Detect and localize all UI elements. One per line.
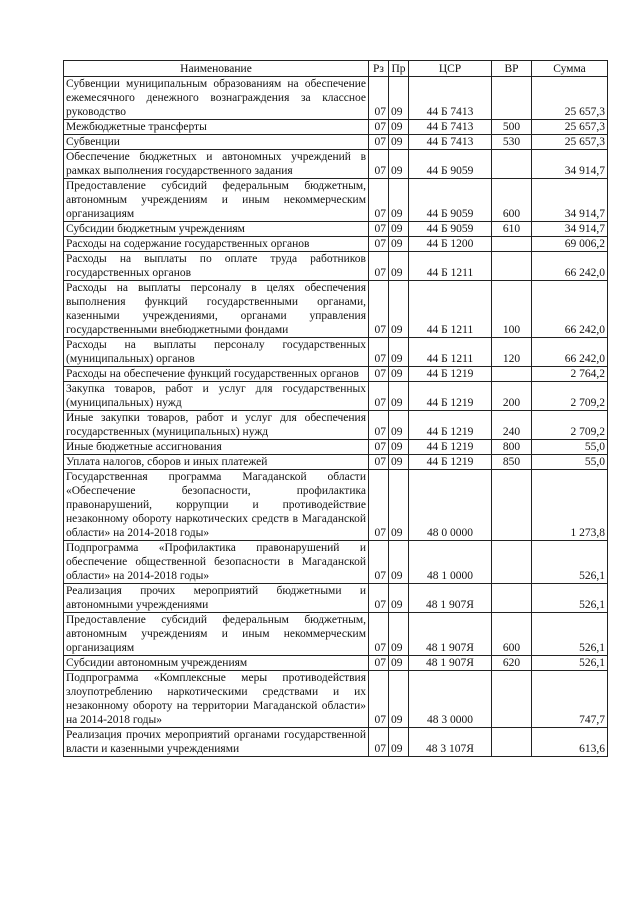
- row-rz-cell: 07: [369, 135, 389, 150]
- row-vr-cell: [492, 541, 532, 584]
- row-csr-cell: 44 Б 1211: [409, 281, 492, 338]
- row-csr-cell: 44 Б 7413: [409, 77, 492, 120]
- table-row: [64, 237, 608, 252]
- row-sum-cell: 69 006,2: [532, 237, 608, 252]
- row-name-cell: Закупка товаров, работ и услуг для государственных (муниципальных) нужд: [64, 382, 369, 411]
- row-name-cell: Подпрограмма «Комплексные меры противодействия злоупотреблению наркотическими средствами и их незаконному обороту на территории Магаданской области» на 2014-2018 годы»: [64, 671, 369, 728]
- row-csr-cell: 44 Б 1211: [409, 338, 492, 367]
- table-row: [64, 367, 608, 382]
- row-sum-cell: 526,1: [532, 584, 608, 613]
- row-sum-cell: 66 242,0: [532, 252, 608, 281]
- row-sum-cell: 2 709,2: [532, 382, 608, 411]
- row-name-cell: Расходы на выплаты по оплате труда работников государственных органов: [64, 252, 369, 281]
- row-name-cell: Расходы на обеспечение функций государственных органов: [64, 367, 369, 382]
- row-csr-cell: 48 1 907Я: [409, 584, 492, 613]
- row-pr-cell: 09: [389, 671, 409, 728]
- row-rz-cell: 07: [369, 179, 389, 222]
- row-pr-cell: 09: [389, 728, 409, 757]
- row-pr-cell: 09: [389, 150, 409, 179]
- row-rz-cell: 07: [369, 411, 389, 440]
- table-row: [64, 222, 608, 237]
- row-sum-cell: 1 273,8: [532, 470, 608, 541]
- table-row: [64, 470, 608, 541]
- row-vr-cell: 530: [492, 135, 532, 150]
- row-csr-cell: 44 Б 1219: [409, 411, 492, 440]
- row-vr-cell: 800: [492, 440, 532, 455]
- row-name-cell: Обеспечение бюджетных и автономных учреждений в рамках выполнения государственного задания: [64, 150, 369, 179]
- row-sum-cell: 25 657,3: [532, 77, 608, 120]
- row-csr-cell: 44 Б 9059: [409, 150, 492, 179]
- table-row: [64, 455, 608, 470]
- row-vr-cell: 600: [492, 179, 532, 222]
- row-rz-cell: 07: [369, 252, 389, 281]
- row-rz-cell: 07: [369, 150, 389, 179]
- row-pr-cell: 09: [389, 470, 409, 541]
- row-sum-cell: 2 709,2: [532, 411, 608, 440]
- row-sum-cell: 747,7: [532, 671, 608, 728]
- row-pr-cell: 09: [389, 281, 409, 338]
- row-csr-cell: 48 1 0000: [409, 541, 492, 584]
- row-vr-cell: 610: [492, 222, 532, 237]
- table-header-row: [64, 61, 608, 77]
- table-row: [64, 671, 608, 728]
- row-name-cell: Расходы на выплаты персоналу в целях обеспечения выполнения функций государственными органами, казенными учреждениями, органами управления государственными внебюджетными фондами: [64, 281, 369, 338]
- table-row: [64, 252, 608, 281]
- table-row: [64, 656, 608, 671]
- row-vr-cell: [492, 584, 532, 613]
- row-pr-cell: 09: [389, 120, 409, 135]
- table-row: [64, 135, 608, 150]
- header-sum: Сумма: [532, 61, 608, 77]
- row-pr-cell: 09: [389, 338, 409, 367]
- row-csr-cell: 44 Б 1219: [409, 367, 492, 382]
- row-csr-cell: 44 Б 1211: [409, 252, 492, 281]
- row-pr-cell: 09: [389, 411, 409, 440]
- row-sum-cell: 2 764,2: [532, 367, 608, 382]
- row-name-cell: Уплата налогов, сборов и иных платежей: [64, 455, 369, 470]
- header-vr: ВР: [492, 61, 532, 77]
- row-vr-cell: 500: [492, 120, 532, 135]
- row-sum-cell: 25 657,3: [532, 135, 608, 150]
- table-row: [64, 541, 608, 584]
- row-sum-cell: 526,1: [532, 541, 608, 584]
- row-name-cell: Субвенции муниципальным образованиям на обеспечение ежемесячного денежного вознаграждения за классное руководство: [64, 77, 369, 120]
- row-vr-cell: [492, 77, 532, 120]
- row-vr-cell: [492, 671, 532, 728]
- table-row: [64, 584, 608, 613]
- row-sum-cell: 526,1: [532, 613, 608, 656]
- row-pr-cell: 09: [389, 252, 409, 281]
- row-pr-cell: 09: [389, 440, 409, 455]
- row-rz-cell: 07: [369, 440, 389, 455]
- row-rz-cell: 07: [369, 470, 389, 541]
- row-vr-cell: 240: [492, 411, 532, 440]
- row-pr-cell: 09: [389, 367, 409, 382]
- row-pr-cell: 09: [389, 77, 409, 120]
- table-row: [64, 120, 608, 135]
- table-row: [64, 613, 608, 656]
- header-name: Наименование: [64, 61, 369, 77]
- row-name-cell: Субвенции: [64, 135, 369, 150]
- row-name-cell: Иные закупки товаров, работ и услуг для обеспечения государственных (муниципальных) нужд: [64, 411, 369, 440]
- row-vr-cell: 100: [492, 281, 532, 338]
- row-rz-cell: 07: [369, 338, 389, 367]
- table-row: [64, 728, 608, 757]
- row-csr-cell: 44 Б 1200: [409, 237, 492, 252]
- table-row: [64, 179, 608, 222]
- header-csr: ЦСР: [409, 61, 492, 77]
- row-pr-cell: 09: [389, 584, 409, 613]
- row-rz-cell: 07: [369, 237, 389, 252]
- row-csr-cell: 48 3 107Я: [409, 728, 492, 757]
- row-vr-cell: [492, 150, 532, 179]
- header-rz: Рз: [369, 61, 389, 77]
- row-sum-cell: 34 914,7: [532, 222, 608, 237]
- row-vr-cell: 850: [492, 455, 532, 470]
- row-name-cell: Предоставление субсидий федеральным бюджетным, автономным учреждениям и иным некоммерческим организациям: [64, 179, 369, 222]
- row-sum-cell: 613,6: [532, 728, 608, 757]
- row-vr-cell: [492, 470, 532, 541]
- row-pr-cell: 09: [389, 179, 409, 222]
- row-pr-cell: 09: [389, 613, 409, 656]
- row-name-cell: Государственная программа Магаданской области «Обеспечение безопасности, профилактика правонарушений, коррупции и противодействие незаконному обороту наркотических средств в Магаданской области» на 2014-2018 годы»: [64, 470, 369, 541]
- row-name-cell: Расходы на выплаты персоналу государственных (муниципальных) органов: [64, 338, 369, 367]
- row-pr-cell: 09: [389, 382, 409, 411]
- row-rz-cell: 07: [369, 656, 389, 671]
- row-name-cell: Реализация прочих мероприятий бюджетными и автономными учреждениями: [64, 584, 369, 613]
- row-vr-cell: 200: [492, 382, 532, 411]
- row-sum-cell: 66 242,0: [532, 281, 608, 338]
- table-row: [64, 440, 608, 455]
- row-rz-cell: 07: [369, 77, 389, 120]
- budget-table: [63, 60, 608, 757]
- table-body: [64, 77, 608, 757]
- row-rz-cell: 07: [369, 367, 389, 382]
- row-name-cell: Реализация прочих мероприятий органами государственной власти и казенными учреждениями: [64, 728, 369, 757]
- row-rz-cell: 07: [369, 222, 389, 237]
- table-row: [64, 338, 608, 367]
- row-sum-cell: 55,0: [532, 440, 608, 455]
- row-name-cell: Субсидии бюджетным учреждениям: [64, 222, 369, 237]
- row-rz-cell: 07: [369, 120, 389, 135]
- table-row: [64, 411, 608, 440]
- row-sum-cell: 526,1: [532, 656, 608, 671]
- row-name-cell: Межбюджетные трансферты: [64, 120, 369, 135]
- row-csr-cell: 44 Б 9059: [409, 179, 492, 222]
- row-csr-cell: 48 1 907Я: [409, 613, 492, 656]
- table-row: [64, 281, 608, 338]
- row-pr-cell: 09: [389, 222, 409, 237]
- row-rz-cell: 07: [369, 613, 389, 656]
- row-name-cell: Субсидии автономным учреждениям: [64, 656, 369, 671]
- row-csr-cell: 44 Б 1219: [409, 382, 492, 411]
- row-rz-cell: 07: [369, 728, 389, 757]
- row-csr-cell: 48 1 907Я: [409, 656, 492, 671]
- header-pr: Пр: [389, 61, 409, 77]
- row-name-cell: Предоставление субсидий федеральным бюджетным, автономным учреждениям и иным некоммерческим организациям: [64, 613, 369, 656]
- row-pr-cell: 09: [389, 541, 409, 584]
- row-pr-cell: 09: [389, 237, 409, 252]
- row-sum-cell: 66 242,0: [532, 338, 608, 367]
- row-vr-cell: [492, 367, 532, 382]
- row-rz-cell: 07: [369, 671, 389, 728]
- row-csr-cell: 44 Б 7413: [409, 135, 492, 150]
- row-csr-cell: 44 Б 1219: [409, 455, 492, 470]
- row-csr-cell: 44 Б 9059: [409, 222, 492, 237]
- row-rz-cell: 07: [369, 541, 389, 584]
- row-sum-cell: 34 914,7: [532, 150, 608, 179]
- row-vr-cell: 120: [492, 338, 532, 367]
- row-vr-cell: 620: [492, 656, 532, 671]
- row-pr-cell: 09: [389, 135, 409, 150]
- row-name-cell: Расходы на содержание государственных органов: [64, 237, 369, 252]
- row-csr-cell: 44 Б 7413: [409, 120, 492, 135]
- row-sum-cell: 25 657,3: [532, 120, 608, 135]
- table-row: [64, 150, 608, 179]
- row-vr-cell: [492, 237, 532, 252]
- row-rz-cell: 07: [369, 382, 389, 411]
- row-vr-cell: 600: [492, 613, 532, 656]
- row-csr-cell: 48 3 0000: [409, 671, 492, 728]
- row-rz-cell: 07: [369, 455, 389, 470]
- row-vr-cell: [492, 252, 532, 281]
- row-pr-cell: 09: [389, 455, 409, 470]
- row-rz-cell: 07: [369, 584, 389, 613]
- table-row: [64, 382, 608, 411]
- table-row: [64, 77, 608, 120]
- row-name-cell: Иные бюджетные ассигнования: [64, 440, 369, 455]
- row-csr-cell: 44 Б 1219: [409, 440, 492, 455]
- row-sum-cell: 34 914,7: [532, 179, 608, 222]
- row-rz-cell: 07: [369, 281, 389, 338]
- row-pr-cell: 09: [389, 656, 409, 671]
- row-sum-cell: 55,0: [532, 455, 608, 470]
- row-name-cell: Подпрограмма «Профилактика правонарушений и обеспечение общественной безопасности в Магаданской области» на 2014-2018 годы»: [64, 541, 369, 584]
- row-csr-cell: 48 0 0000: [409, 470, 492, 541]
- row-vr-cell: [492, 728, 532, 757]
- document-page: [63, 60, 608, 757]
